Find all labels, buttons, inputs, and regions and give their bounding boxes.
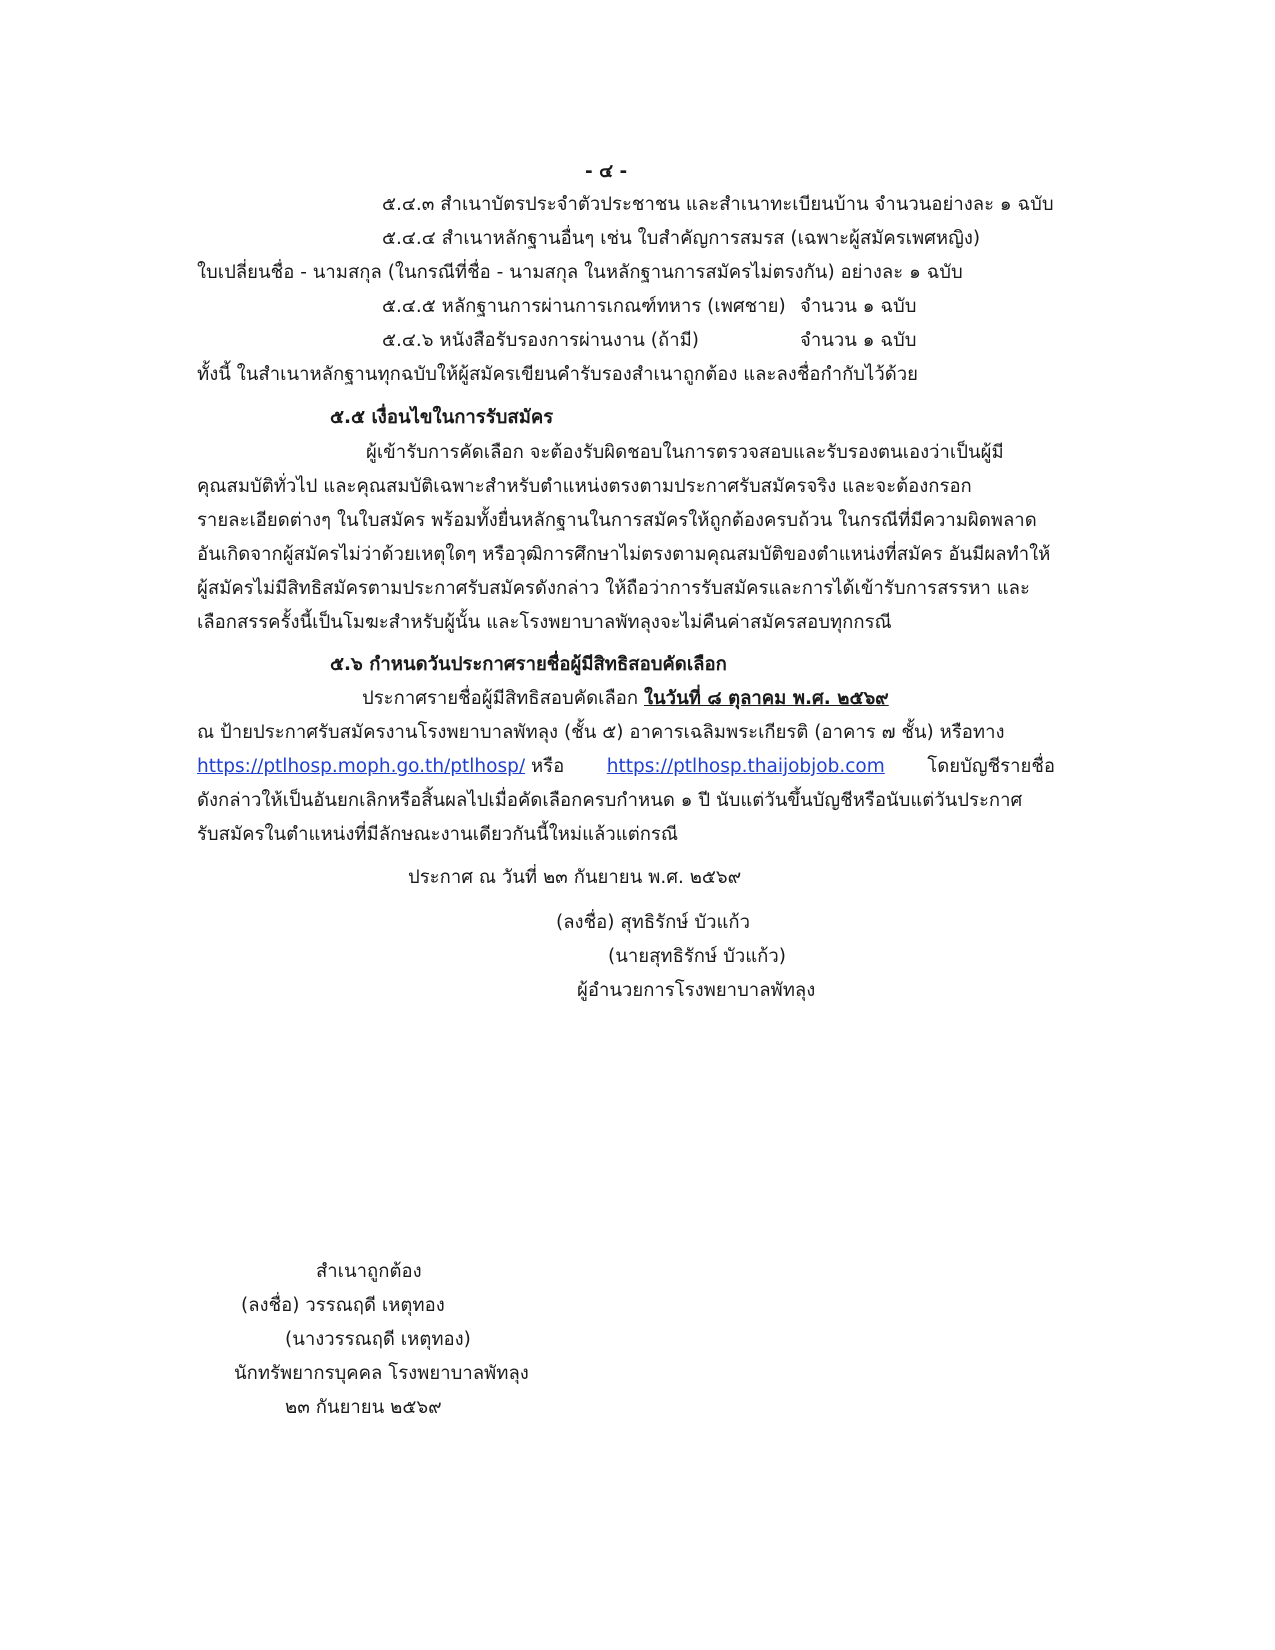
doc-item-5-4-6: ๕.๔.๖ หนังสือรับรองการผ่านงาน (ถ้ามี) — [382, 330, 699, 351]
section-5-5-line-2: คุณสมบัติทั่วไป และคุณสมบัติเฉพาะสำหรับตำแหน่งตรงตามประกาศรับสมัครจริง และจะต้องกรอก — [197, 476, 972, 497]
section-5-6-line-2: ณ ป้ายประกาศรับสมัครงานโรงพยาบาลพัทลุง (ชั้น ๕) อาคารเฉลิมพระเกียรติ (อาคาร ๗ ชั้น) หรือทาง — [197, 722, 1005, 743]
section-5-5-line-1: ผู้เข้ารับการคัดเลือก จะต้องรับผิดชอบในการตรวจสอบและรับรองตนเองว่าเป็นผู้มี — [366, 442, 1004, 463]
director-position: ผู้อำนวยการโรงพยาบาลพัทลุง — [577, 980, 816, 1001]
certifier-name: (นางวรรณฤดี เหตุทอง) — [285, 1329, 471, 1350]
doc-item-5-4-5: ๕.๔.๕ หลักฐานการผ่านการเกณฑ์ทหาร (เพศชาย) — [382, 296, 786, 317]
director-signature: (ลงชื่อ) สุทธิรักษ์ บัวแก้ว — [556, 912, 750, 933]
doc-item-5-4-4: ๕.๔.๔ สำเนาหลักฐานอื่นๆ เช่น ใบสำคัญการสมรส (เฉพาะผู้สมัครเพศหญิง) — [382, 228, 981, 249]
doc-item-5-4-5-quantity: จำนวน ๑ ฉบับ — [800, 296, 917, 317]
thaijobjob-link[interactable]: https://ptlhosp.thaijobjob.com — [606, 756, 885, 777]
doc-item-5-4-6-quantity: จำนวน ๑ ฉบับ — [800, 330, 917, 351]
certifier-position: นักทรัพยากรบุคคล โรงพยาบาลพัทลุง — [234, 1363, 529, 1384]
section-5-5-heading: ๕.๕ เงื่อนไขในการรับสมัคร — [330, 407, 554, 428]
or-text: หรือ — [530, 756, 565, 777]
section-5-5-line-5: ผู้สมัครไม่มีสิทธิสมัครตามประกาศรับสมัครดังกล่าว ให้ถือว่าการรับสมัครและการได้เข้ารับการสรรหา และ — [197, 578, 1030, 599]
moph-link[interactable]: https://ptlhosp.moph.go.th/ptlhosp/ — [197, 756, 526, 777]
docs-certify-note: ทั้งนี้ ในสำเนาหลักฐานทุกฉบับให้ผู้สมัครเขียนคำรับรองสำเนาถูกต้อง และลงชื่อกำกับไว้ด้วย — [197, 364, 918, 385]
section-5-6-line-1 — [362, 682, 889, 716]
section-5-6-line-3 — [197, 750, 1055, 784]
announce-list-date: ในวันที่ ๘ ตุลาคม พ.ศ. ๒๕๖๙ — [644, 688, 889, 709]
certify-date: ๒๓ กันยายน ๒๕๖๙ — [285, 1397, 442, 1418]
doc-item-5-4-4-continued: ใบเปลี่ยนชื่อ - นามสกุล (ในกรณีที่ชื่อ - นามสกุล ในหลักฐานการสมัครไม่ตรงกัน) อย่างละ ๑ ฉบับ — [197, 262, 963, 283]
section-5-5-line-4: อันเกิดจากผู้สมัครไม่ว่าด้วยเหตุใดๆ หรือวุฒิการศึกษาไม่ตรงตามคุณสมบัติของตำแหน่งที่สมัคร อันมีผลทำให้ — [197, 544, 1051, 565]
director-name: (นายสุทธิรักษ์ บัวแก้ว) — [608, 946, 786, 967]
doc-item-5-4-3: ๕.๔.๓ สำเนาบัตรประจำตัวประชาชน และสำเนาทะเบียนบ้าน จำนวนอย่างละ ๑ ฉบับ — [382, 194, 1054, 215]
section-5-6-line-5: รับสมัครในตำแหน่งที่มีลักษณะงานเดียวกันนี้ใหม่แล้วแต่กรณี — [197, 824, 679, 845]
section-5-6-heading: ๕.๖ กำหนดวันประกาศรายชื่อผู้มีสิทธิสอบคัดเลือก — [330, 654, 727, 675]
section-5-6-line-4: ดังกล่าวให้เป็นอันยกเลิกหรือสิ้นผลไปเมื่อคัดเลือกครบกำหนด ๑ ปี นับแต่วันขึ้นบัญชีหรือนับแต่วันประกาศ — [197, 790, 1023, 811]
list-validity-text: โดยบัญชีรายชื่อ — [927, 756, 1055, 777]
section-5-5-line-3: รายละเอียดต่างๆ ในใบสมัคร พร้อมทั้งยื่นหลักฐานในการสมัครให้ถูกต้องครบถ้วน ในกรณีที่มีความผิดพลาด — [197, 510, 1037, 531]
page-number: - ๔ - — [585, 161, 628, 182]
certifier-signature: (ลงชื่อ) วรรณฤดี เหตุทอง — [241, 1295, 445, 1316]
announce-list-text: ประกาศรายชื่อผู้มีสิทธิสอบคัดเลือก — [362, 688, 639, 709]
certified-copy-title: สำเนาถูกต้อง — [316, 1261, 422, 1282]
announce-date: ประกาศ ณ วันที่ ๒๓ กันยายน พ.ศ. ๒๕๖๙ — [408, 867, 742, 888]
section-5-5-line-6: เลือกสรรครั้งนี้เป็นโมฆะสำหรับผู้นั้น และโรงพยาบาลพัทลุงจะไม่คืนค่าสมัครสอบทุกกรณี — [197, 612, 892, 633]
